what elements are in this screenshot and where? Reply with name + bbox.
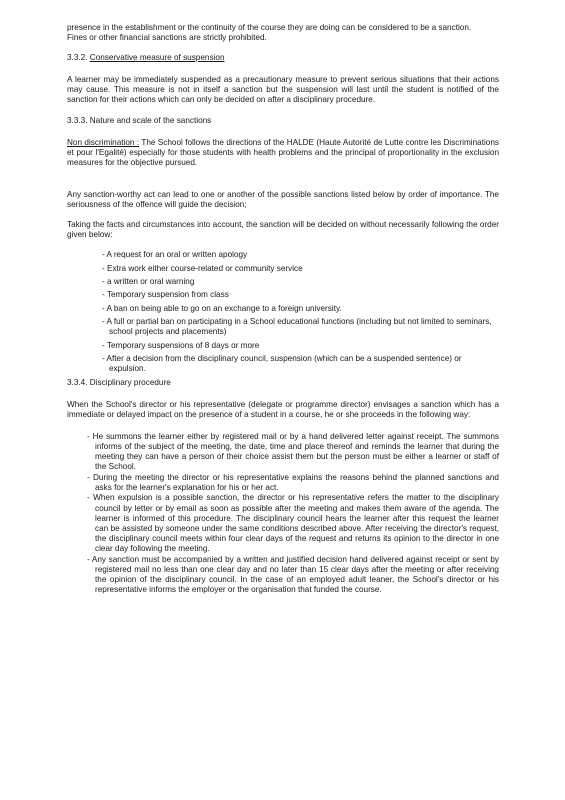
- list-item: - Any sanction must be accompanied by a written and justified decision hand delivered against receipt or sent by registered mail no less than one clear day and no later than 15 clear days after the meeting or after receiving the opinion of the disciplinary council. In the case of an employed adult leaner, the School's director or his representative informs the employer or the organisation that funded the course.: [87, 554, 499, 594]
- list-item: - When expulsion is a possible sanction, the director or his representative refers the matter to the disciplinary council by letter or by email as soon as possible after the meeting and makes them aware of the agenda. The learner is informed of this procedure. The disciplinary council hears the learner after this request the learner can be assisted by someone under the same conditions described above. After receiving the director's request, the disciplinary council meets within four clear days of the request and returns its opinion to the director in one clear day following the meeting.: [87, 493, 499, 553]
- list-item: - A full or partial ban on participating in a School educational functions (including but not limited to seminars, school projects and placements): [102, 317, 492, 337]
- list-item: - Temporary suspensions of 8 days or more: [102, 340, 260, 350]
- procedure-intro-paragraph: When the School's director or his representative (delegate or programme director) envisages a sanction which has a immediate or delayed impact on the presence of a student in a course, he or she proceeds in the following way:: [67, 399, 499, 419]
- document-page: [67, 23, 499, 595]
- list-item: - During the meeting the director or his representative explains the reasons behind the planned sanctions and asks for the learner's explanation for his or her act.: [87, 472, 499, 492]
- non-discrimination-text: The School follows the directions of the HALDE (Haute Autorité de Lutte contre les Discriminations et pour l'Egalité) especially for those students with health problems and the principal of proportionality in the exclusion measures for the objective pursued.: [67, 137, 499, 167]
- list-item: - A request for an oral or written apology: [102, 250, 248, 260]
- list-item: - A ban on being able to go on an exchange to a foreign university.: [102, 303, 342, 313]
- procedure-list: [67, 432, 499, 595]
- list-item: - After a decision from the disciplinary council, suspension (which can be a suspended sentence) or expulsion.: [102, 354, 462, 374]
- sanctions-list: [67, 250, 499, 374]
- section-334-heading: 3.3.4. Disciplinary procedure: [67, 377, 171, 387]
- section-332-title: Conservative measure of suspension: [89, 53, 225, 63]
- list-item: - Temporary suspension from class: [102, 290, 229, 300]
- fines-paragraph: Fines or other financial sanctions are strictly prohibited.: [67, 33, 267, 43]
- list-item: - Extra work either course-related or community service: [102, 263, 303, 273]
- non-discrimination-label: Non discrimination :: [67, 137, 140, 147]
- intro-paragraph: presence in the establishment or the continuity of the course they are doing can be considered to be a sanction.: [67, 23, 472, 32]
- section-333-heading: 3.3.3. Nature and scale of the sanctions: [67, 115, 212, 125]
- taking-facts-paragraph: Taking the facts and circumstances into account, the sanction will be decided on without necessarily following the order given below:: [67, 220, 499, 240]
- suspension-paragraph: A learner may be immediately suspended as a precautionary measure to prevent serious situations that their actions may cause. This measure is not in itself a sanction but the suspension will last until the student is notified of the sanction for their actions which can only be decided on after a disciplinary procedure.: [67, 75, 499, 105]
- section-332-heading: [67, 53, 499, 63]
- list-item: - He summons the learner either by registered mail or by a hand delivered letter against receipt. The summons informs of the subject of the meeting, the date, time and place thereof and reminds the learner that during the meeting they can have a person of their choice assist them but the person must be either a learner or staff of the School.: [87, 431, 499, 472]
- section-332-number: 3.3.2.: [67, 53, 88, 63]
- sanction-worthy-paragraph: Any sanction-worthy act can lead to one or another of the possible sanctions listed below by order of importance. The seriousness of the offence will guide the decision;: [67, 189, 499, 210]
- list-item: - a written or oral warning: [102, 277, 195, 287]
- non-discrimination-paragraph: [67, 138, 499, 168]
